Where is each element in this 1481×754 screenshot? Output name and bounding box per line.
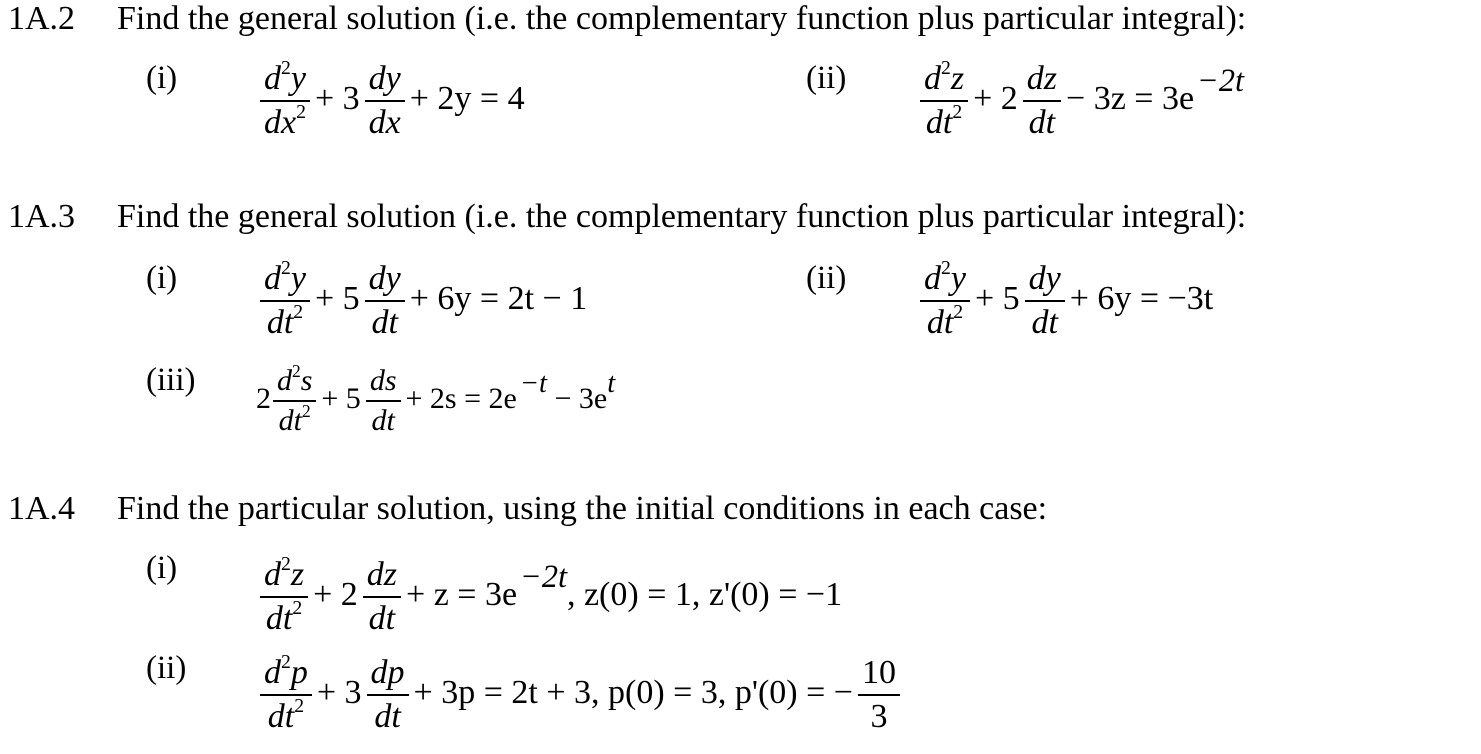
label-1a3-ii: (ii) (806, 260, 847, 296)
label-1a4-ii: (ii) (146, 650, 187, 686)
question-text-1a4: Find the particular solution, using the initial conditions in each case: (117, 490, 1048, 527)
label-1a3-iii: (iii) (146, 362, 196, 398)
question-text-1a2: Find the general solution (i.e. the complementary function plus particular integral): (117, 0, 1247, 37)
equation-1a4-i: $\frac{d^2z}{dt^2}$ + 2 $\frac{dz}{dt}$ + $z = 3e^{-2t}$, z(0) = 1, z'(0) = −1 (258, 558, 842, 636)
question-number-1a3: 1A.3 (8, 198, 76, 235)
equation-1a2-i: $\frac{d^2y}{dx^2}$ + 3 $\frac{dy}{dx}$ + 2y = 4 (258, 62, 528, 140)
equation-1a3-iii: 2 $\frac{d^2s}{dt^2}$ + 5 $\frac{ds}{dt}$ + 2s = 2e $^{-t} - 3e^t$ (256, 360, 616, 437)
question-number-1a4: 1A.4 (8, 490, 76, 527)
label-1a2-ii: (ii) (806, 60, 847, 96)
label-1a4-i: (i) (146, 550, 178, 586)
label-1a2-i: (i) (146, 60, 178, 96)
label-1a3-i: (i) (146, 260, 178, 296)
equation-1a2-ii: $\frac{d^2z}{dt^2}$ + 2 $\frac{dz}{dt}$ − $3z = 3e^{-2t}$ (918, 62, 1244, 140)
equation-1a3-ii: $\frac{d^2y}{dt^2}$ + 5 $\frac{dy}{dt}$ + 6y = −3t (918, 262, 1216, 340)
question-number-1a2: 1A.2 (8, 0, 76, 37)
equation-1a4-ii: $\frac{d^2p}{dt^2}$ + 3 $\frac{dp}{dt}$ + 3p = 2t + 3, p(0) = 3, p'(0) = − $\frac{10}{3}$ (258, 656, 902, 734)
question-text-1a3: Find the general solution (i.e. the complementary function plus particular integral): (117, 198, 1247, 235)
equation-1a3-i: $\frac{d^2y}{dt^2}$ + 5 $\frac{dy}{dt}$ + 6y = 2t − 1 (258, 262, 590, 340)
